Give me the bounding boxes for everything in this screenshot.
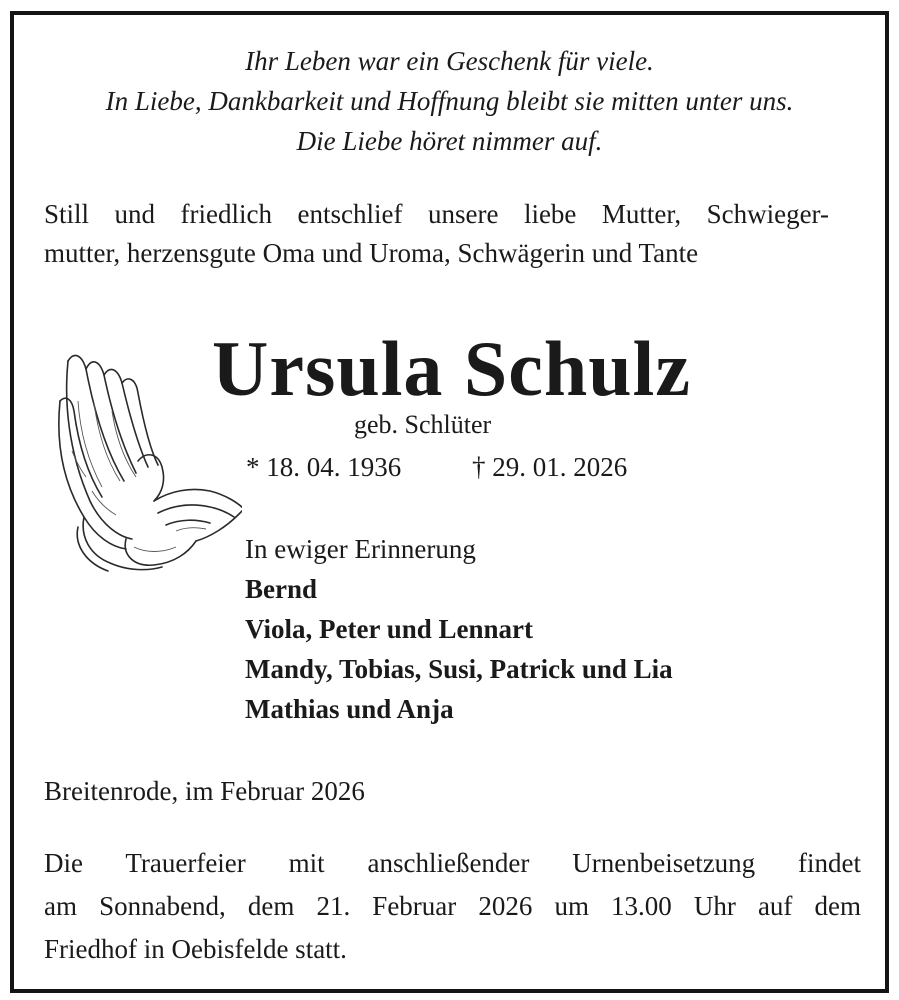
service-line: Die Trauerfeier mit anschließender Urnenbeisetzung findet: [44, 848, 861, 878]
obituary-card: [10, 11, 889, 993]
mourners-block: [245, 529, 673, 729]
life-dates: [246, 449, 627, 485]
intro-line: Still und friedlich entschlief unsere liebe Mutter, Schwieger-: [44, 199, 829, 229]
motto-line: In Liebe, Dankbarkeit und Hoffnung bleibt sie mitten unter uns.: [105, 86, 794, 116]
mourner-line: Viola, Peter und Lennart: [245, 614, 533, 644]
deceased-name: Ursula Schulz: [212, 325, 691, 412]
mourner-line: Mandy, Tobias, Susi, Patrick und Lia: [245, 654, 673, 684]
mourner-line: Bernd: [245, 574, 318, 604]
service-line: Friedhof in Oebisfelde statt.: [44, 934, 347, 964]
place-date: Breitenrode, im Februar 2026: [44, 776, 365, 806]
death-date: † 29. 01. 2026: [472, 452, 628, 482]
motto-line: Die Liebe höret nimmer auf.: [296, 126, 603, 156]
intro-text: [44, 195, 829, 273]
intro-line: mutter, herzensgute Oma und Uroma, Schwägerin und Tante: [44, 238, 699, 268]
motto-line: Ihr Leben war ein Geschenk für viele.: [245, 46, 654, 76]
funeral-service-notice: [44, 842, 861, 971]
birth-date: * 18. 04. 1936: [246, 452, 402, 482]
service-line: am Sonnabend, dem 21. Februar 2026 um 13.00 Uhr auf dem: [44, 891, 861, 921]
birth-name: geb. Schlüter: [354, 410, 492, 439]
motto-verse: [14, 41, 885, 161]
mourners-heading: In ewiger Erinnerung: [245, 534, 476, 564]
mourner-line: Mathias und Anja: [245, 694, 454, 724]
